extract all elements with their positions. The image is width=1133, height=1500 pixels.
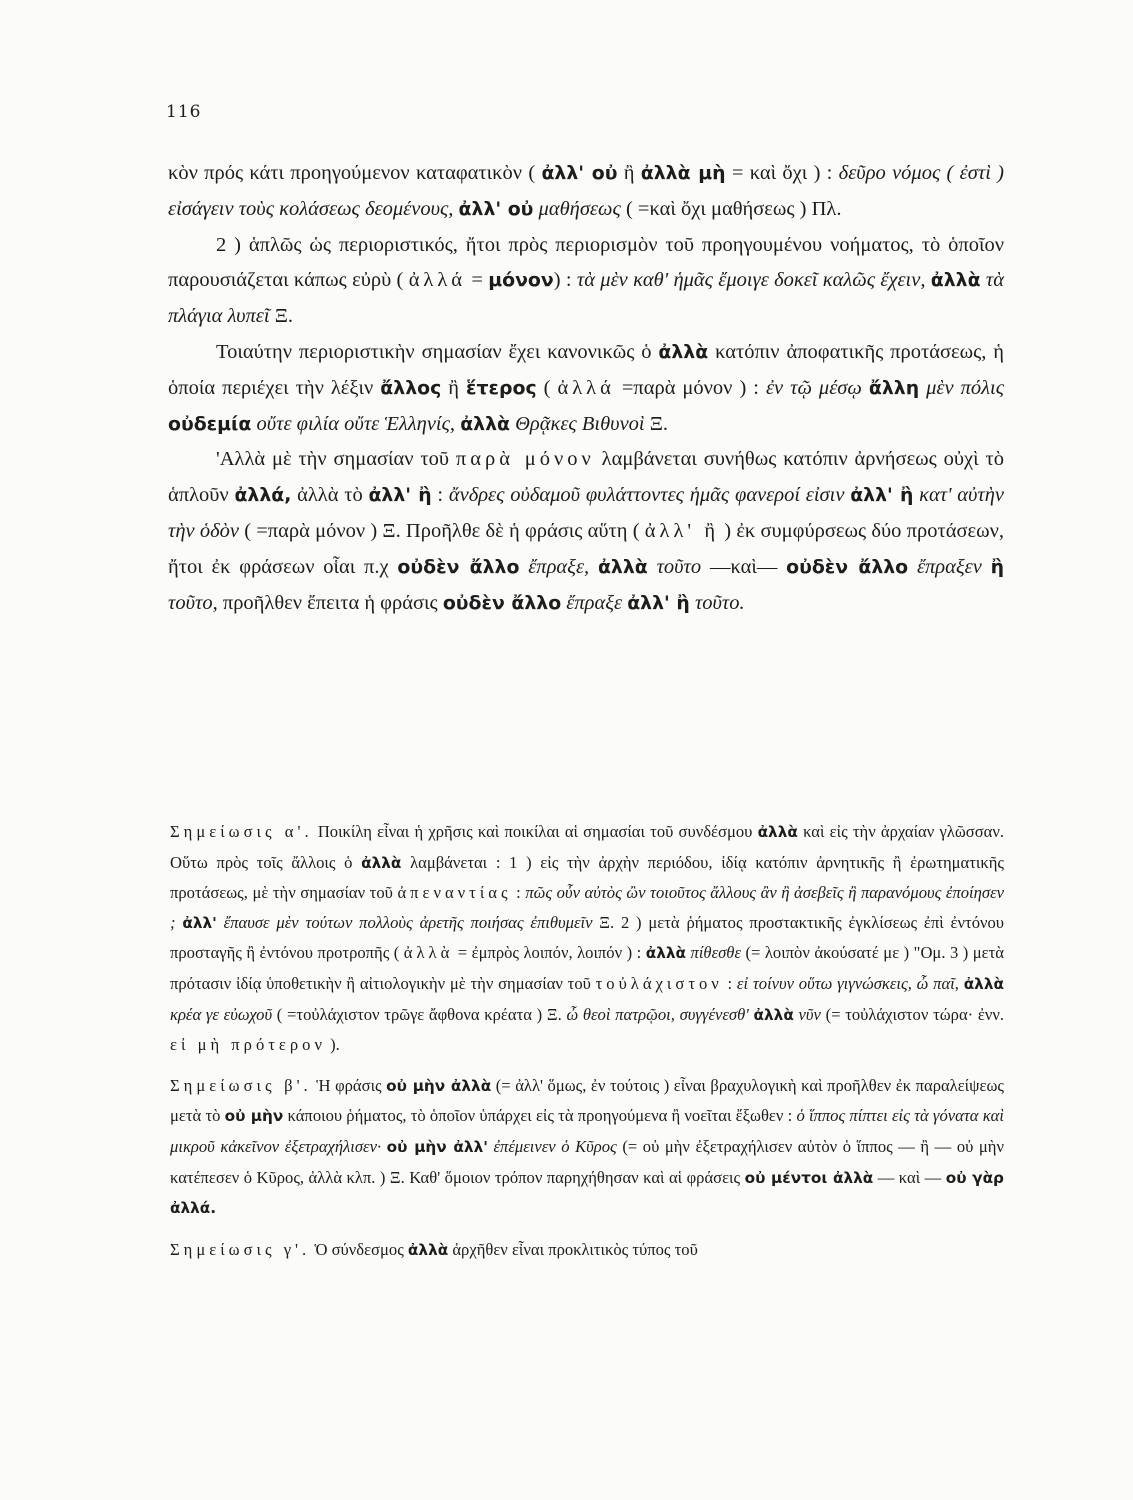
- text-run: Ξ.: [269, 305, 293, 328]
- bold-term: ἀλλ' οὐ: [541, 162, 618, 184]
- italic-quote: εἰ τοίνυν οὕτω γιγνώσκεις, ὦ παῖ,: [736, 973, 959, 993]
- bold-term: οὐ γὰρ ἀλλά.: [170, 1168, 1004, 1218]
- text-run: (= ἀλλ' ὅμως, ἐν τούτοις ) εἶναι βραχυλογικὴ καὶ προῆλθεν ἐκ παραλείψεως μετὰ τὸ: [170, 1075, 1004, 1126]
- text-run: [862, 377, 869, 399]
- italic-quote: ἄνδρες οὐδαμοῦ φυλάττοντες ἡμᾶς φανεροί εἰσιν: [448, 484, 845, 507]
- italic-quote: ὁ ἵππος πίπτει εἰς τὰ γόνατα καὶ μικροῦ κἀκεῖνον ἐξετραχήλισεν·: [170, 1106, 1004, 1156]
- spaced-term: ἀλλ' ἢ: [644, 519, 720, 542]
- spaced-term: ἀπεναντίας: [397, 883, 512, 903]
- text-run: 2 ) ἁπλῶς ὡς περιοριστικός, ἤτοι πρὸς περιορισμὸν τοῦ προηγουμένου νοήματος, τὸ ὁποῖον παρουσιάζεται κάπως εὐρὺ (: [168, 233, 1004, 292]
- text-run: Ποικίλη εἶναι ἡ χρῆσις καὶ ποικίλαι αἱ σημασίαι τοῦ συνδέσμου: [312, 822, 758, 841]
- text-run: ) :: [553, 269, 577, 292]
- text-run: 'Αλλὰ μὲ τὴν σημασίαν τοῦ: [216, 448, 456, 471]
- bold-term: ἢ: [990, 555, 1005, 578]
- italic-quote: δεῦρο νόμος ( ἐστὶ ) εἰσάγειν τοὺς κολάσεως δεομένους,: [168, 162, 1005, 220]
- paragraph-p3: [168, 335, 1004, 442]
- text-run: (= οὐ μὴν ἐξετραχήλισεν αὐτὸν ὁ ἵππος — ἢ — οὐ μὴν κατέπεσεν ὁ Κῦρος, ἀλλὰ κλπ. ) Ξ. Καθ' ὅμοιον τρόπον παρηχήθησαν καὶ αἱ φράσεις: [170, 1136, 1004, 1187]
- bold-term: ἀλλὰ μὴ: [640, 162, 726, 184]
- bold-term: οὐ μὴν ἀλλὰ: [386, 1076, 492, 1095]
- text-run: —καὶ—: [701, 555, 787, 578]
- bold-term: οὐδὲν ἄλλο: [786, 555, 909, 578]
- bold-term: ἀλλὰ: [753, 1005, 794, 1024]
- text-run: [519, 556, 528, 578]
- spaced-term: εἰ μὴ πρότερον: [170, 1035, 326, 1055]
- bold-term: ἀλλ' ἢ: [627, 591, 690, 614]
- bold-term: ἀλλὰ: [597, 555, 648, 578]
- text-run: [589, 556, 598, 578]
- bold-term: οὐ μὴν: [224, 1107, 284, 1126]
- text-run: [908, 556, 917, 578]
- bold-term: ἄλλη: [868, 376, 920, 399]
- spaced-term: Σημείωσις β'.: [170, 1075, 312, 1095]
- bold-term: ἀλλὰ: [460, 412, 510, 435]
- text-run: [982, 556, 991, 578]
- bold-term: ἕτερος: [465, 376, 537, 399]
- text-run: Ξ.: [644, 412, 669, 435]
- paragraph-p4: [168, 442, 1004, 621]
- italic-quote: τοῦτο.: [694, 591, 745, 614]
- italic-quote: τοῦτο: [656, 555, 702, 578]
- text-run: = καὶ ὄχι ) :: [725, 162, 839, 184]
- italic-quote: ἔπραξε,: [528, 555, 590, 578]
- text-run: ἢ: [441, 376, 466, 399]
- bold-term: ἀλλὰ: [930, 269, 981, 292]
- italic-quote: μὲν πόλις: [926, 376, 1005, 399]
- spaced-term: ἀλλὰ: [403, 943, 454, 963]
- main-text: [168, 156, 1004, 621]
- bold-term: ἄλλος: [380, 376, 442, 399]
- text-run: κάποιου ῥήματος, τὸ ὁποῖον ὑπάρχει εἰς τὰ προηγούμενα ἢ νοεῖται ἔξωθεν :: [283, 1106, 797, 1126]
- italic-quote: τὰ πλάγια λυπεῖ: [168, 269, 1004, 328]
- bold-term: ἀλλὰ: [645, 944, 686, 963]
- bold-term: ἀλλὰ: [658, 340, 709, 363]
- text-run: :: [722, 973, 737, 993]
- text-run: =: [466, 269, 489, 292]
- text-run: (= τοὐλάχιστον τώρα· ἐνν.: [820, 1004, 1004, 1024]
- italic-quote: ἔπαυσε μὲν τούτων πολλοὺς ἀρετῆς ποιήσας ἐπιθυμεῖν: [223, 912, 593, 932]
- text-run: καὶ εἰς τὴν ἀρχαίαν γλῶσσαν. Οὕτω πρὸς τοῖς ἄλλοις ὁ: [170, 822, 1004, 872]
- italic-quote: τοῦτο,: [168, 591, 218, 614]
- text-run: :: [511, 883, 526, 903]
- text-run: ( =καὶ ὄχι μαθήσεως ) Πλ.: [620, 197, 842, 220]
- text-run: :: [431, 484, 449, 507]
- text-run: προῆλθεν ἔπειτα ἡ φράσις: [217, 591, 443, 614]
- italic-quote: ἔπραξεν: [916, 555, 982, 578]
- italic-quote: τὰ μὲν καθ' ἡμᾶς ἔμοιγε δοκεῖ καλῶς ἔχειν,: [576, 269, 926, 292]
- text-run: ἀρχῆθεν εἶναι προκλιτικὸς τύπος τοῦ: [448, 1239, 698, 1259]
- bold-term: ἀλλὰ: [963, 974, 1004, 993]
- bold-term: οὐ μὴν ἀλλ': [386, 1137, 488, 1156]
- text-run: κὸν πρός κάτι προηγούμενον καταφατικὸν (: [168, 162, 542, 184]
- note-note-b: [170, 1071, 1004, 1224]
- text-run: κατόπιν ἀποφατικῆς προτάσεως, ἡ ὁποία περιέχει τὴν λέξιν: [168, 340, 1004, 399]
- bold-term: ἀλλ' ἢ: [850, 484, 914, 507]
- text-run: Ὁ σύνδεσμος: [310, 1239, 408, 1259]
- text-run: (: [536, 376, 558, 399]
- bold-term: ἀλλ' ἢ: [368, 484, 432, 507]
- text-run: λαμβάνεται συνήθως κατόπιν ἀρνήσεως οὐχὶ τὸ ἁπλοῦν: [168, 448, 1004, 507]
- spaced-term: ἀλλά: [557, 376, 615, 399]
- italic-quote: ἐν τῷ μέσῳ: [765, 376, 862, 399]
- text-run: =παρὰ μόνον ) :: [614, 376, 766, 399]
- text-run: Ἡ φράσις: [311, 1075, 387, 1095]
- note-note-c: [170, 1235, 1004, 1266]
- italic-quote: οὔτε φιλία οὔτε Ἑλληνίς,: [256, 412, 456, 435]
- text-run: ( =τοὐλάχιστον τρῶγε ἄφθονα κρέατα ) Ξ.: [272, 1004, 567, 1024]
- italic-quote: ἐπέμεινεν ὁ Κῦρος: [493, 1136, 617, 1156]
- bold-term: ἀλλὰ: [757, 823, 798, 841]
- text-run: [217, 913, 224, 932]
- bold-term: ἀλλά,: [234, 484, 292, 507]
- italic-quote: ἔπραξε: [566, 591, 623, 614]
- italic-quote: μαθήσεως: [538, 197, 621, 220]
- note-note-a: [170, 817, 1004, 1060]
- italic-quote: κρέα γε εὐωχοῦ: [170, 1004, 273, 1024]
- italic-quote: πίθεσθε: [690, 943, 741, 963]
- bold-term: ἀλλὰ: [407, 1240, 449, 1259]
- notes-section: [170, 817, 1004, 1276]
- text-run: Τοιαύτην περιοριστικὴν σημασίαν ἔχει κανονικῶς ὁ: [216, 340, 659, 363]
- text-run: ἀλλὰ τὸ: [291, 484, 369, 507]
- spaced-term: παρὰ μόνον: [455, 448, 595, 471]
- spaced-term: Σημείωσις α'.: [170, 822, 313, 841]
- bold-term: οὐδεμία: [168, 412, 252, 435]
- page-number: 116: [166, 102, 202, 122]
- text-run: = ἐμπρὸς λοιπόν, λοιπόν ) :: [453, 943, 646, 963]
- paragraph-p2: [168, 228, 1004, 335]
- text-run: λαμβάνεται : 1 ) εἰς τὴν ἀρχὴν περιόδου, ἰδίᾳ κατόπιν ἀρνητικῆς ἢ ἐρωτηματικῆς προτάσεως, μὲ τὴν σημασίαν τοῦ: [170, 852, 1004, 903]
- bold-term: ἀλλὰ: [361, 853, 402, 872]
- bold-term: οὐ μέντοι ἀλλὰ: [744, 1168, 874, 1187]
- text-run: ) ἐκ συμφύρσεως δύο προτάσεων, ἤτοι ἐκ φράσεων οἷαι π.χ: [168, 519, 1005, 578]
- text-run: Ξ. 2 ) μετὰ ῥήματος προστακτικῆς ἐγκλίσεως ἐπὶ ἐντόνου προσταγῆς ἢ ἐντόνου προτροπῆς (: [170, 912, 1005, 963]
- text-run: (= λοιπὸν ἀκούσατέ με ) "Ομ. 3 ) μετὰ πρότασιν ἰδίᾳ ὑποθετικὴν ἢ αἰτιολογικὴν μὲ τὴν σημασίαν τοῦ: [170, 943, 1004, 993]
- bold-term: μόνον: [488, 269, 554, 292]
- spaced-term: τοὐλάχιστον: [595, 973, 723, 993]
- text-run: [648, 556, 657, 578]
- spaced-term: Σημείωσις γ'.: [170, 1239, 311, 1259]
- italic-quote: Θρᾷκες Βιθυνοὶ: [515, 412, 645, 435]
- bold-term: οὐδὲν ἄλλο: [397, 555, 520, 578]
- spaced-term: ἀλλά: [408, 269, 467, 292]
- bold-term: οὐδὲν ἄλλο: [442, 591, 562, 614]
- italic-quote: πῶς οὖν αὐτὸς ὢν τοιοῦτος ἄλλους ἂν ἢ ἀσεβεῖς ἢ παρανόμους ἐποίησεν ;: [170, 883, 1004, 932]
- text-run: ).: [325, 1035, 340, 1055]
- text-run: — καὶ —: [873, 1167, 946, 1187]
- bold-term: ἀλλ': [182, 913, 217, 932]
- paragraph-p1: [168, 156, 1004, 228]
- italic-quote: νῦν: [798, 1004, 821, 1024]
- italic-quote: ὦ θεοὶ πατρῷοι, συγγένεσθ': [566, 1004, 749, 1024]
- italic-quote: κατ' αὐτὴν τὴν ὁδὸν: [168, 484, 1005, 542]
- bold-term: ἀλλ' οὐ: [458, 197, 534, 220]
- text-run: ( =παρὰ μόνον ) Ξ. Προῆλθε δὲ ἡ φράσις αὕτη (: [238, 519, 645, 542]
- text-run: ἢ: [617, 162, 641, 184]
